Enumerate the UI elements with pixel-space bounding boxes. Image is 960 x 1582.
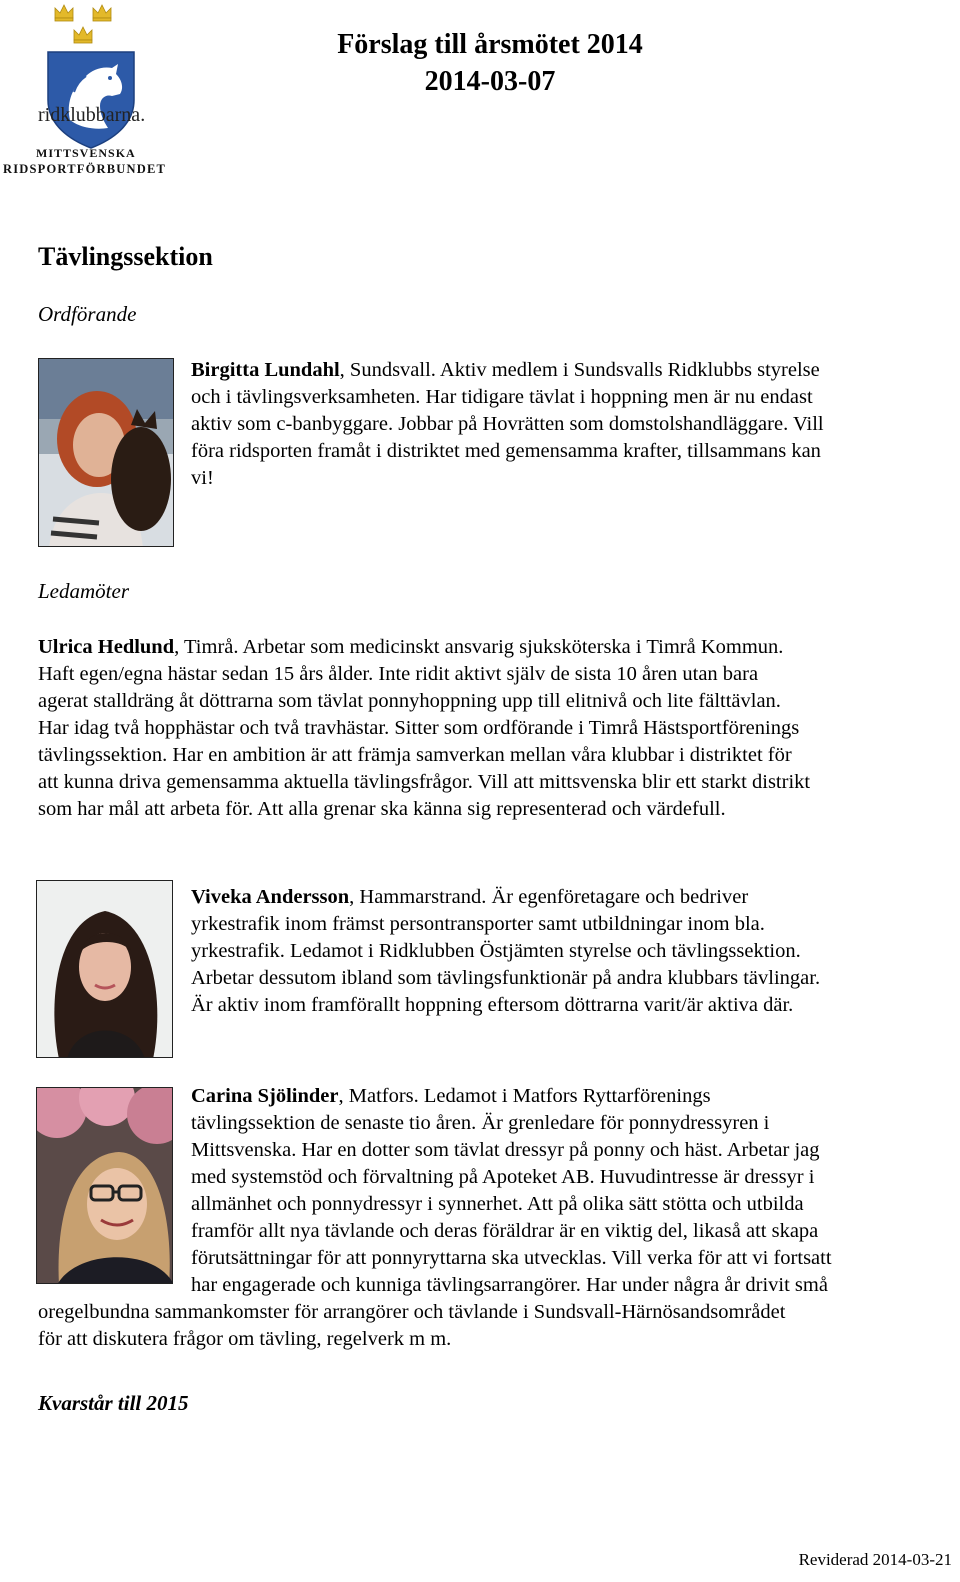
bio-line: föra ridsporten framåt i distriktet med gemensamma krafter, tillsammans kan	[191, 440, 821, 462]
section-title: Tävlingssektion	[38, 242, 213, 271]
document-date: 2014-03-07	[424, 66, 556, 97]
remains-heading: Kvarstår till 2015	[38, 1391, 189, 1415]
bio-line: Ulrica Hedlund, Timrå. Arbetar som medicinskt ansvarig sjuksköterska i Timrå Kommun.	[38, 636, 784, 658]
bio-line: har engagerade och kunniga tävlingsarrangörer. Har under några år drivit små	[191, 1274, 828, 1296]
bio-line: tävlingssektion de senaste tio åren. Är grenledare för ponnydressyren i	[191, 1112, 770, 1134]
person-name: Carina Sjölinder	[191, 1085, 339, 1107]
federation-logo	[0, 0, 190, 185]
bio-line: oregelbundna sammankomster för arrangörer och tävlande i Sundsvall-Härnösandsområdet	[38, 1301, 786, 1323]
photo-carina	[36, 1087, 173, 1284]
bio-line: Haft egen/egna hästar sedan 15 års ålder. Inte ridit aktivt själv de sista 10 åren utan bara	[38, 663, 759, 685]
bio-line: Mittsvenska. Har en dotter som tävlat dressyr på ponny och häst. Arbetar jag	[191, 1139, 820, 1161]
bio-line: Carina Sjölinder, Matfors. Ledamot i Matfors Ryttarförenings	[191, 1085, 711, 1107]
portrait-image	[37, 1088, 173, 1284]
bio-line: yrkestrafik inom främst persontransporter samt utbildningar inom bla.	[191, 913, 765, 935]
bio-line: vi!	[191, 467, 214, 489]
bio-line: och i tävlingsverksamheten. Har tidigare tävlat i hoppning men är nu endast	[191, 386, 813, 408]
photo-viveka	[36, 880, 173, 1058]
portrait-image	[37, 881, 173, 1058]
bio-birgitta	[191, 357, 824, 492]
bio-line: aktiv som c-banbyggare. Jobbar på Hovrätten som domstolshandläggare. Vill	[191, 413, 824, 435]
portrait-image	[39, 359, 174, 547]
bio-line: Birgitta Lundahl, Sundsvall. Aktiv medlem i Sundsvalls Ridklubbs styrelse	[191, 359, 820, 381]
bio-carina-part1	[191, 1083, 832, 1299]
crest-icon	[0, 0, 190, 150]
person-name: Ulrica Hedlund	[38, 636, 175, 658]
chair-heading: Ordförande	[38, 302, 137, 326]
bio-line: Arbetar dessutom ibland som tävlingsfunktionär på andra klubbars tävlingar.	[191, 967, 821, 989]
bio-line: som har mål att arbeta för. Att alla grenar ska känna sig representerad och värdefull.	[38, 798, 726, 820]
logo-text-top: MITTSVENSKA	[36, 146, 136, 160]
bio-viveka	[191, 884, 820, 1019]
bio-line: tävlingssektion. Har en ambition är att främja samverkan mellan våra klubbar i distriktet för	[38, 744, 792, 766]
bio-line: framför allt nya tävlande och deras föräldrar är en viktig del, likaså att skapa	[191, 1220, 819, 1242]
bio-ulrica	[38, 634, 810, 823]
logo-wordmark: ridklubbarna.	[38, 104, 146, 126]
bio-line: Viveka Andersson, Hammarstrand. Är egenföretagare och bedriver	[191, 886, 749, 908]
bio-line: att kunna driva gemensamma aktuella tävlingsfrågor. Vill att mittsvenska blir ett starkt distrikt	[38, 771, 811, 793]
photo-birgitta	[38, 358, 174, 547]
revision-note: Reviderad 2014-03-21	[798, 1550, 952, 1569]
logo-text-bottom: RIDSPORTFÖRBUNDET	[3, 162, 167, 176]
bio-line: Är aktiv inom framförallt hoppning eftersom döttrarna varit/är aktiva där.	[191, 994, 794, 1016]
bio-line: yrkestrafik. Ledamot i Ridklubben Östjämten styrelse och tävlingssektion.	[191, 940, 801, 962]
bio-line: Har idag två hopphästar och två travhästar. Sitter som ordförande i Timrå Hästsportförenings	[38, 717, 800, 739]
crown-icon	[55, 5, 111, 43]
bio-line: allmänhet och ponnydressyr i synnerhet. Att på olika sätt stötta och utbilda	[191, 1193, 804, 1215]
bio-line: förutsättningar för att ponnyryttarna ska utvecklas. Vill verka för att vi fortsatt	[191, 1247, 832, 1269]
person-name: Birgitta Lundahl	[191, 359, 340, 381]
document-title: Förslag till årsmötet 2014	[337, 29, 643, 60]
bio-carina-part2	[38, 1299, 785, 1353]
members-heading: Ledamöter	[38, 579, 129, 603]
bio-line: agerat stalldräng åt döttrarna som tävlat ponnyhoppning upp till elitnivå och lite fälttävlan.	[38, 690, 781, 712]
bio-line: för att diskutera frågor om tävling, regelverk m m.	[38, 1328, 452, 1350]
person-name: Viveka Andersson	[191, 886, 350, 908]
bio-line: med systemstöd och förvaltning på Apoteket AB. Huvudintresse är dressyr i	[191, 1166, 815, 1188]
